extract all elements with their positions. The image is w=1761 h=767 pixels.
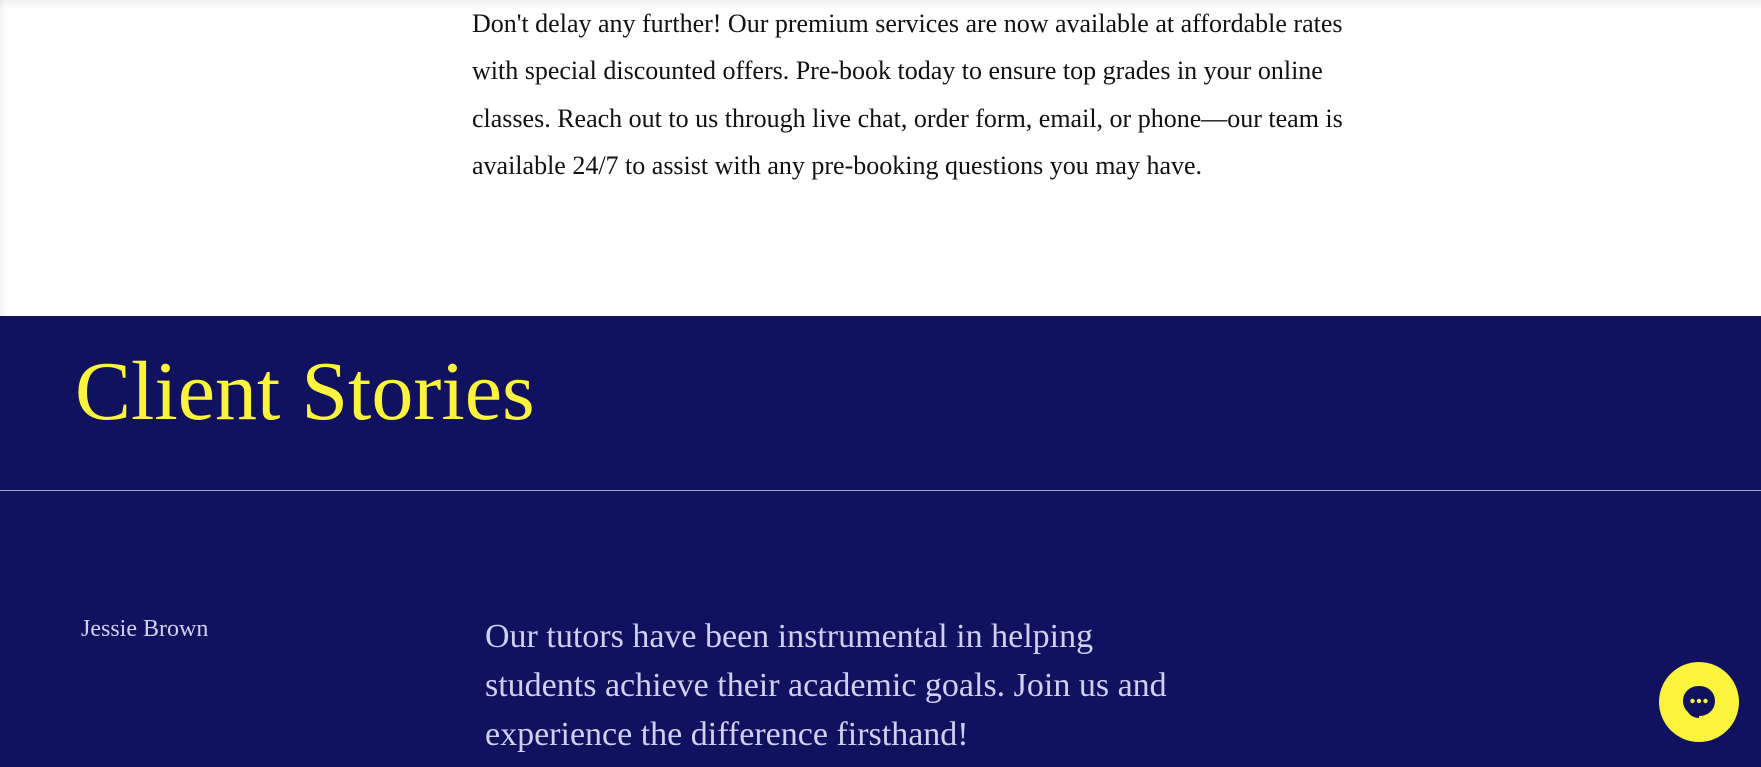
section-divider <box>0 490 1761 491</box>
intro-paragraph: Don't delay any further! Our premium services are now available at affordable rates with special discounted offers. Pre-book today to ensure top grades in your online classes. Reach out to us through live chat, order form, email, or phone—our team is available 24/7 to assist with any pre-booking questions you may have. <box>472 9 1343 180</box>
page-left-edge <box>0 0 6 316</box>
chat-bubble-icon <box>1681 684 1717 720</box>
testimonial-author: Jessie Brown <box>81 616 209 642</box>
client-stories-section <box>0 316 1761 767</box>
testimonial-quote: Our tutors have been instrumental in helping students achieve their academic goals. Join us and experience the difference firsthand! <box>485 618 1167 753</box>
section-title: Client Stories <box>75 345 535 438</box>
chat-widget-button[interactable] <box>1659 662 1739 742</box>
